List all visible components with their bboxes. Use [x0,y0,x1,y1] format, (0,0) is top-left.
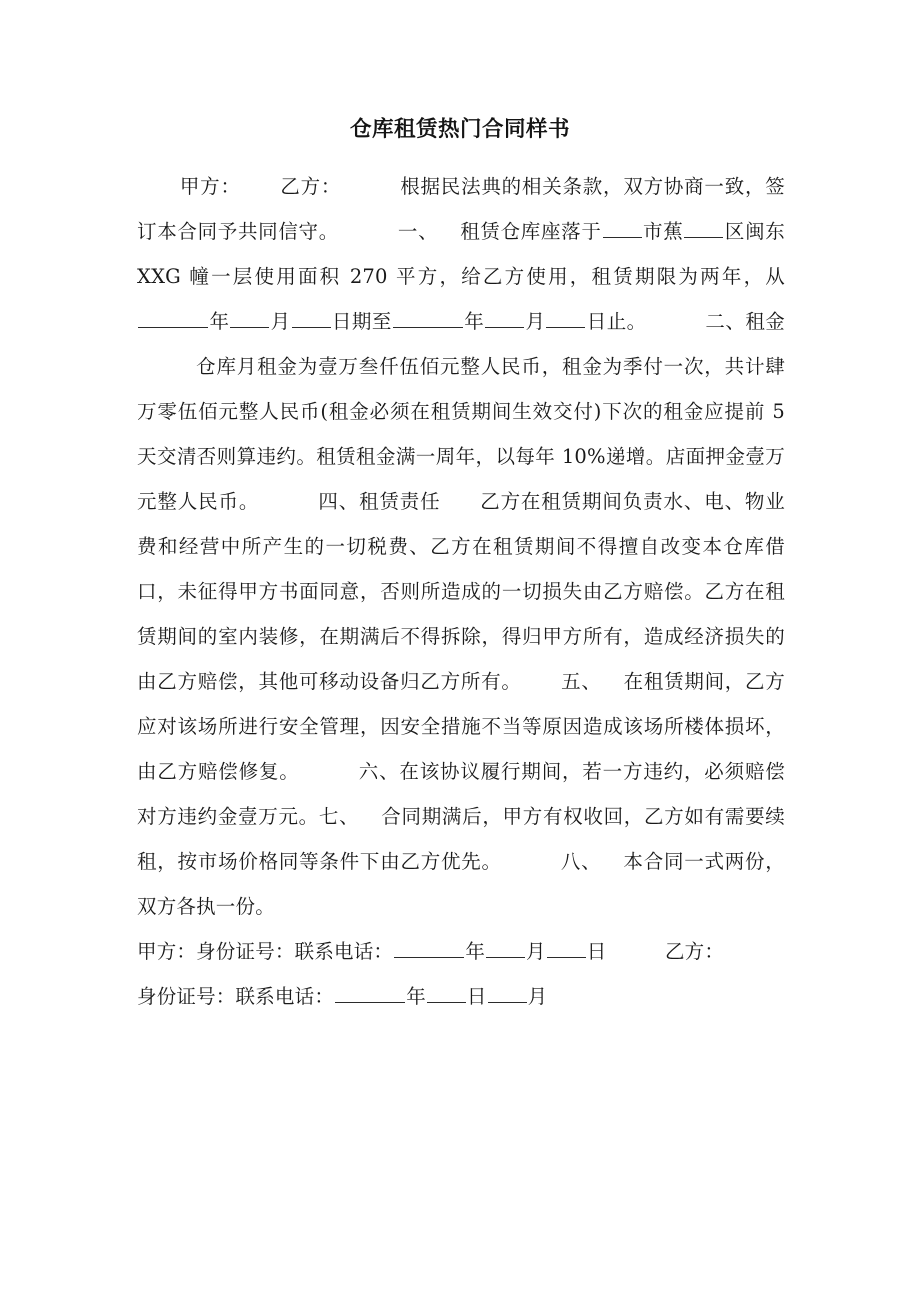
clause-1-text-d: 日期至 [331,310,392,333]
clause-7-number: 七、 [318,805,360,828]
clause-5-text: 在租赁期间，乙方应对该场所进行安全管理，因安全措施不当等原因造成该场所楼体损坏，由乙方赔偿修复。 [137,670,785,783]
start-month-label: 月 [270,310,291,333]
signature-party-a-month-blank[interactable] [486,938,525,959]
signature-party-a-label: 甲方： [137,940,197,963]
start-year-label: 年 [209,310,230,333]
party-b-label: 乙方： [279,175,342,198]
clause-1-text-c: 区闽东 XXG 幢一层使用面积 270 平方，给乙方使用，租赁期限为两年，从 [137,220,785,288]
clause-6-text: 在该协议履行期间，若一方违约，必须赔偿对方违约金壹万元。 [137,760,785,828]
clause-2-title: 租金 [745,310,785,333]
end-month-label: 月 [525,310,546,333]
document-body [137,164,785,1019]
contract-paragraph [137,164,785,929]
signature-line-party-a [137,929,785,974]
signature-party-a-day-blank[interactable] [547,938,586,959]
signature-party-b-month-blank[interactable] [488,983,527,1004]
clause-1-number: 一、 [397,220,439,243]
clause-6-number: 六、 [358,760,400,783]
signature-party-a-day-label: 日 [586,940,607,963]
signature-party-a-id-label: 身份证号： [196,940,295,963]
clause-1-text-b: 市蕉 [642,220,684,243]
clause-5-number: 五、 [560,670,602,693]
preamble-text: 根据民法典的相关条款，双方协商一致，签订本合同予共同信守。 [137,175,785,243]
start-year-blank[interactable] [138,308,208,329]
signature-party-b-id-label: 身份证号： [137,985,236,1008]
clause-1-text-e: 日止。 [586,310,647,333]
clause-4-text: 乙方在租赁期间负责水、电、物业费和经营中所产生的一切税费、乙方在租赁期间不得擅自改变本仓库借口，未征得甲方书面同意，否则所造成的一切损失由乙方赔偿。乙方在租赁期间的室内装修，在期满后不得拆除，得归甲方所有，造成经济损失的由乙方赔偿，其他可移动设备归乙方所有。 [137,490,785,693]
signature-party-b-phone-label: 联系电话： [235,985,335,1008]
signature-party-b-year-label: 年 [406,985,426,1008]
signature-line-party-b [137,974,785,1019]
signature-party-a-year-label: 年 [465,940,486,963]
end-year-blank[interactable] [393,308,463,329]
clause-1-text-a: 租赁仓库座落于 [459,220,602,243]
signature-party-b-day-blank[interactable] [427,983,466,1004]
signature-party-b-month-label: 月 [527,985,548,1008]
signature-party-b-year-blank[interactable] [335,983,405,1004]
party-a-label: 甲方： [179,175,241,198]
end-year-label: 年 [464,310,485,333]
signature-party-a-year-blank[interactable] [394,938,464,959]
page-title: 仓库租赁热门合同样书 [349,117,570,142]
signature-party-a-phone-label: 联系电话： [294,940,394,963]
clause-8-text: 本合同一式两份，双方各执一份。 [137,850,785,918]
signature-party-a-month-label: 月 [526,940,546,963]
district-blank[interactable] [684,218,723,239]
start-day-blank[interactable] [292,308,331,329]
end-day-blank[interactable] [546,308,585,329]
city-blank[interactable] [603,218,642,239]
clause-7-text: 合同期满后，甲方有权收回，乙方如有需要续租，按市场价格同等条件下由乙方优先。 [137,805,785,873]
clause-4-number: 四、租赁责任 [317,490,441,513]
start-month-blank[interactable] [230,308,269,329]
signature-party-b-day-label: 日 [466,985,487,1008]
clause-2-text: 仓库月租金为壹万叁仟伍佰元整人民币，租金为季付一次，共计肆万零伍佰元整人民币(租金必须在租赁期间生效交付)下次的租金应提前 5 天交清否则算违约。租赁租金满一周年，以每年 10%递增。店面押金壹万元整人民币。 [137,355,785,513]
end-month-blank[interactable] [485,308,524,329]
clause-8-number: 八、 [560,850,602,873]
signature-party-b-label: 乙方： [664,940,725,963]
clause-2-number: 二、 [705,310,746,333]
